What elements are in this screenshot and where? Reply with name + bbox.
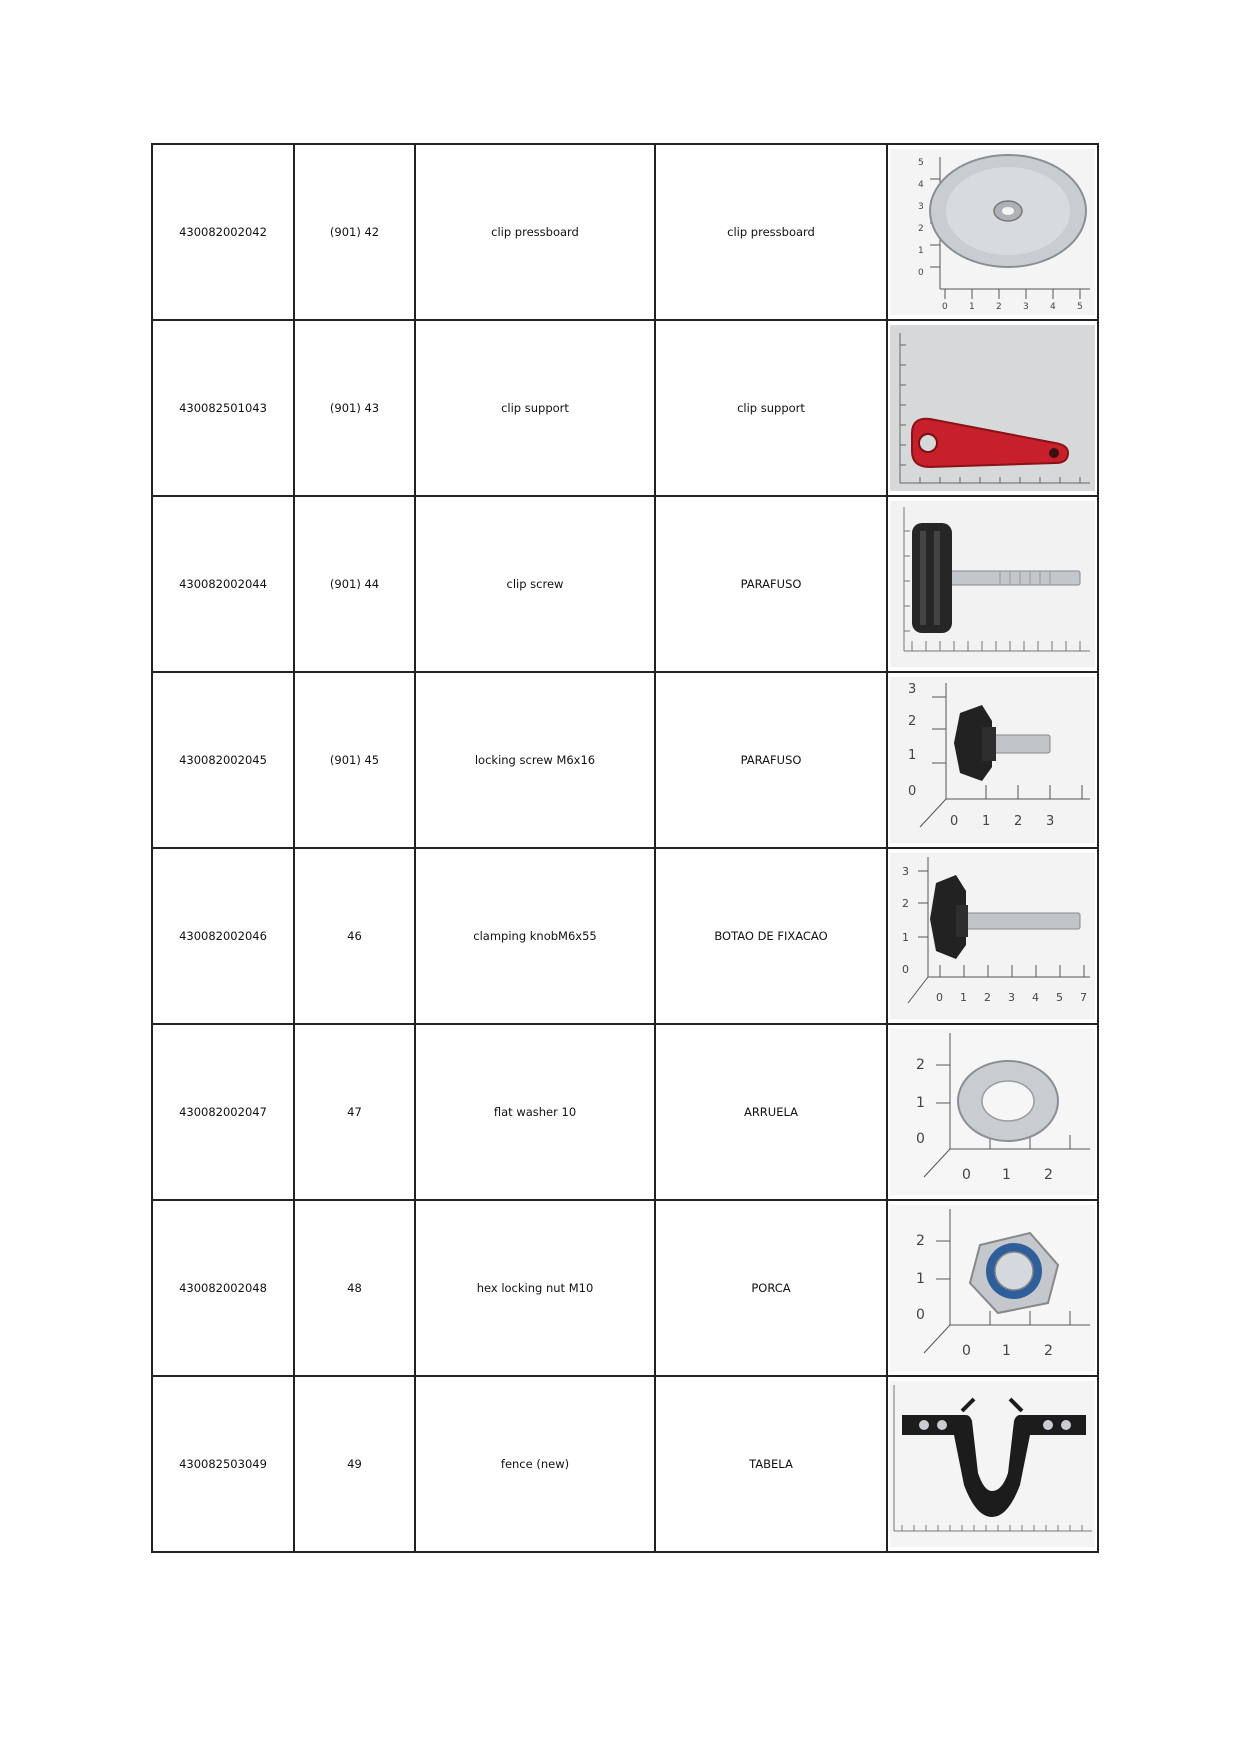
description-en-cell: locking screw M6x16 — [415, 672, 655, 848]
svg-text:0: 0 — [908, 784, 917, 799]
table-row — [152, 672, 1098, 848]
part-image-cell — [887, 672, 1098, 848]
svg-text:5: 5 — [1056, 991, 1063, 1004]
svg-text:0: 0 — [950, 814, 959, 829]
svg-text:2: 2 — [984, 991, 991, 1004]
part-number-cell: 430082002045 — [152, 672, 294, 848]
description-pt-cell: TABELA — [655, 1376, 887, 1552]
table-row — [152, 1200, 1098, 1376]
svg-text:4: 4 — [918, 180, 924, 190]
svg-text:2: 2 — [1044, 1167, 1053, 1183]
description-en-cell: fence (new) — [415, 1376, 655, 1552]
table-row — [152, 1024, 1098, 1200]
svg-text:1: 1 — [918, 246, 924, 256]
part-image-cell — [887, 848, 1098, 1024]
svg-text:2: 2 — [916, 1057, 925, 1073]
svg-text:2: 2 — [1044, 1343, 1053, 1359]
description-pt-cell: ARRUELA — [655, 1024, 887, 1200]
table-row — [152, 848, 1098, 1024]
svg-text:1: 1 — [1002, 1167, 1011, 1183]
svg-text:1: 1 — [960, 991, 967, 1004]
svg-text:0: 0 — [918, 268, 924, 278]
part-number-cell: 430082002048 — [152, 1200, 294, 1376]
svg-text:3: 3 — [918, 202, 924, 212]
svg-text:2: 2 — [918, 224, 924, 234]
part-number-cell: 430082002047 — [152, 1024, 294, 1200]
svg-text:1: 1 — [982, 814, 991, 829]
svg-text:1: 1 — [908, 748, 917, 763]
part-number-cell: 430082503049 — [152, 1376, 294, 1552]
svg-text:2: 2 — [902, 897, 909, 910]
part-number-cell: 430082501043 — [152, 320, 294, 496]
svg-text:3: 3 — [1008, 991, 1015, 1004]
description-en-cell: clip pressboard — [415, 144, 655, 320]
svg-text:0: 0 — [916, 1131, 925, 1147]
description-en-cell: clip screw — [415, 496, 655, 672]
svg-text:3: 3 — [1023, 302, 1029, 312]
svg-text:2: 2 — [908, 714, 917, 729]
description-en-cell: clip support — [415, 320, 655, 496]
reference-cell: 48 — [294, 1200, 415, 1376]
description-en-cell: clamping knobM6x55 — [415, 848, 655, 1024]
flat-washer-icon — [890, 1029, 1095, 1195]
description-pt-cell: PORCA — [655, 1200, 887, 1376]
svg-text:0: 0 — [962, 1343, 971, 1359]
description-en-cell: hex locking nut M10 — [415, 1200, 655, 1376]
svg-text:2: 2 — [1014, 814, 1023, 829]
reference-cell: 47 — [294, 1024, 415, 1200]
star-knob-long-screw-icon — [890, 853, 1095, 1019]
svg-text:5: 5 — [918, 158, 924, 168]
svg-text:4: 4 — [1032, 991, 1039, 1004]
part-image-cell — [887, 1024, 1098, 1200]
part-number-cell: 430082002044 — [152, 496, 294, 672]
part-image-cell — [887, 1376, 1098, 1552]
svg-text:1: 1 — [916, 1271, 925, 1287]
svg-text:2: 2 — [996, 302, 1002, 312]
table-row — [152, 144, 1098, 320]
red-bracket-icon — [890, 325, 1095, 491]
svg-text:1: 1 — [1002, 1343, 1011, 1359]
svg-text:0: 0 — [902, 963, 909, 976]
description-pt-cell: clip support — [655, 320, 887, 496]
table-row — [152, 496, 1098, 672]
part-image-cell — [887, 496, 1098, 672]
svg-text:1: 1 — [916, 1095, 925, 1111]
svg-text:1: 1 — [969, 302, 975, 312]
part-number-cell: 430082002042 — [152, 144, 294, 320]
table-row — [152, 1376, 1098, 1552]
svg-text:0: 0 — [942, 302, 948, 312]
svg-text:0: 0 — [936, 991, 943, 1004]
svg-text:4: 4 — [1050, 302, 1056, 312]
description-en-cell: flat washer 10 — [415, 1024, 655, 1200]
reference-cell: (901) 45 — [294, 672, 415, 848]
parts-table — [151, 143, 1099, 1553]
svg-text:0: 0 — [916, 1307, 925, 1323]
table-row — [152, 320, 1098, 496]
part-image-cell — [887, 1200, 1098, 1376]
svg-text:2: 2 — [916, 1233, 925, 1249]
svg-text:3: 3 — [1046, 814, 1055, 829]
star-knob-screw-icon — [890, 677, 1095, 843]
svg-text:5: 5 — [1077, 302, 1083, 312]
svg-text:0: 0 — [962, 1167, 971, 1183]
svg-text:3: 3 — [902, 865, 909, 878]
svg-text:3: 3 — [908, 682, 917, 697]
reference-cell: (901) 44 — [294, 496, 415, 672]
svg-text:1: 1 — [902, 931, 909, 944]
svg-text:7: 7 — [1080, 991, 1087, 1004]
hex-nut-icon — [890, 1205, 1095, 1371]
reference-cell: 46 — [294, 848, 415, 1024]
washer-disc-icon — [890, 149, 1095, 315]
part-number-cell: 430082002046 — [152, 848, 294, 1024]
description-pt-cell: clip pressboard — [655, 144, 887, 320]
description-pt-cell: PARAFUSO — [655, 672, 887, 848]
description-pt-cell: PARAFUSO — [655, 496, 887, 672]
knob-screw-icon — [890, 501, 1095, 667]
part-image-cell — [887, 320, 1098, 496]
reference-cell: 49 — [294, 1376, 415, 1552]
fence-icon — [890, 1381, 1095, 1547]
reference-cell: (901) 43 — [294, 320, 415, 496]
part-image-cell — [887, 144, 1098, 320]
reference-cell: (901) 42 — [294, 144, 415, 320]
description-pt-cell: BOTAO DE FIXACAO — [655, 848, 887, 1024]
